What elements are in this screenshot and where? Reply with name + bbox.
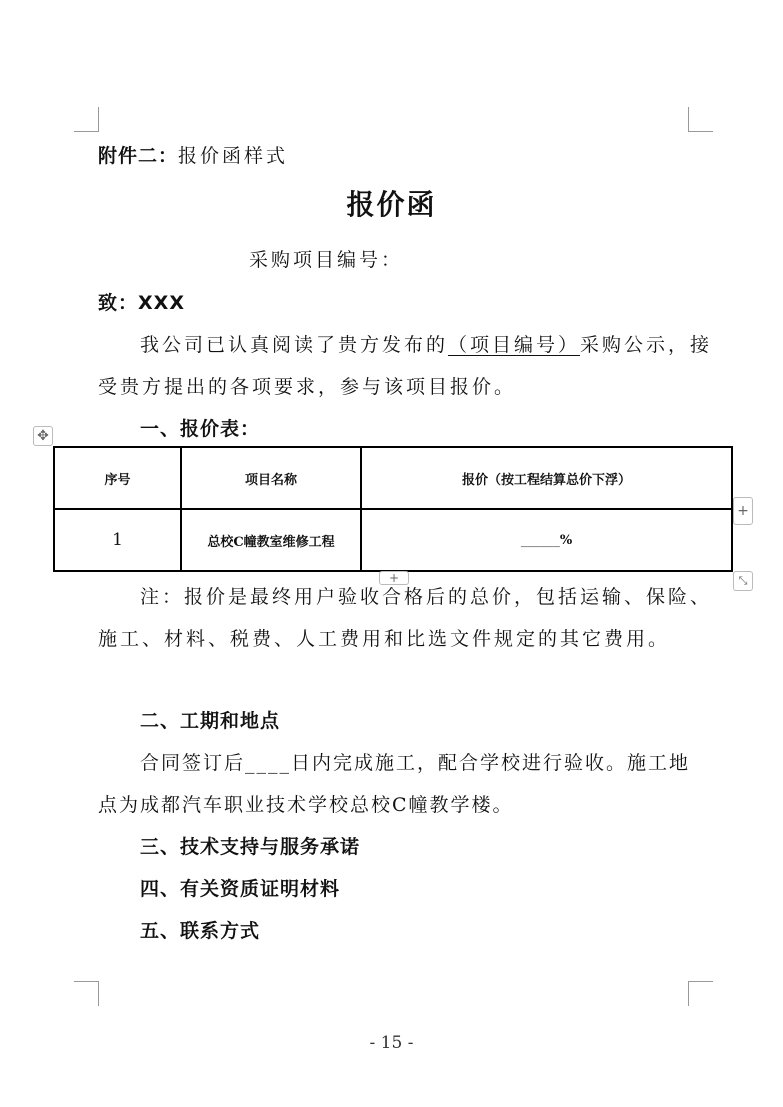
- section-1-heading: 一、报价表：: [140, 418, 261, 440]
- add-column-plus-icon[interactable]: +: [733, 497, 753, 525]
- intro-text-a: 我公司已认真阅读了贵方发布的: [140, 334, 449, 356]
- project-no-underline: （项目编号）: [448, 334, 581, 356]
- recipient-value: XXX: [138, 292, 185, 314]
- intro-line-2: 受贵方提出的各项要求，参与该项目报价。: [98, 376, 517, 398]
- cell-no: 1: [54, 509, 181, 571]
- section-5-heading: 五、联系方式: [140, 920, 261, 942]
- move-arrows-icon[interactable]: ✥: [33, 426, 53, 446]
- col-header-name: 项目名称: [181, 447, 361, 509]
- crop-mark-bottom-left: [74, 981, 99, 1006]
- quote-table: [53, 446, 733, 572]
- page-number: - 15 -: [369, 1033, 414, 1053]
- schedule-line-2: 点为成都汽车职业技术学校总校C幢教学楼。: [98, 794, 514, 816]
- recipient-label: 致：: [98, 292, 139, 314]
- table-row: [54, 509, 732, 571]
- section-2-heading: 二、工期和地点: [140, 710, 281, 732]
- attachment-label: 附件二：: [98, 145, 179, 167]
- schedule-text-b: 日内完成施工，配合学校进行验收。施工地: [291, 752, 691, 774]
- page-title: 报价函: [346, 188, 437, 221]
- recipient-line: [98, 288, 185, 315]
- cell-price[interactable]: [361, 509, 732, 571]
- col-header-price: 报价（按工程结算总价下浮）: [361, 447, 732, 509]
- price-unit: %: [559, 532, 573, 548]
- note-line-2: 施工、材料、税费、人工费用和比选文件规定的其它费用。: [98, 628, 671, 650]
- intro-line-1: [140, 330, 712, 357]
- cell-name: 总校C幢教室维修工程: [181, 509, 361, 571]
- section-3-heading: 三、技术支持与服务承诺: [140, 836, 361, 858]
- crop-mark-bottom-right: [688, 981, 713, 1006]
- note-line-1: 注：报价是最终用户验收合格后的总价，包括运输、保险、: [140, 586, 713, 608]
- days-blank: ____: [245, 752, 292, 774]
- attachment-name: 报价函样式: [178, 145, 289, 167]
- project-no-label: 采购项目编号：: [249, 249, 404, 271]
- intro-text-b: 采购公示，接: [580, 334, 713, 356]
- table-header-row: [54, 447, 732, 509]
- resize-icon[interactable]: ⤡: [733, 571, 753, 591]
- crop-mark-top-right: [688, 107, 713, 132]
- crop-mark-top-left: [74, 107, 99, 132]
- schedule-text-a: 合同签订后: [140, 752, 246, 774]
- add-row-plus-icon[interactable]: +: [379, 571, 409, 585]
- schedule-line-1: [140, 748, 690, 775]
- col-header-no: 序号: [54, 447, 181, 509]
- price-blank: ______: [520, 532, 560, 548]
- attachment-line: [98, 141, 288, 168]
- section-4-heading: 四、有关资质证明材料: [140, 878, 341, 900]
